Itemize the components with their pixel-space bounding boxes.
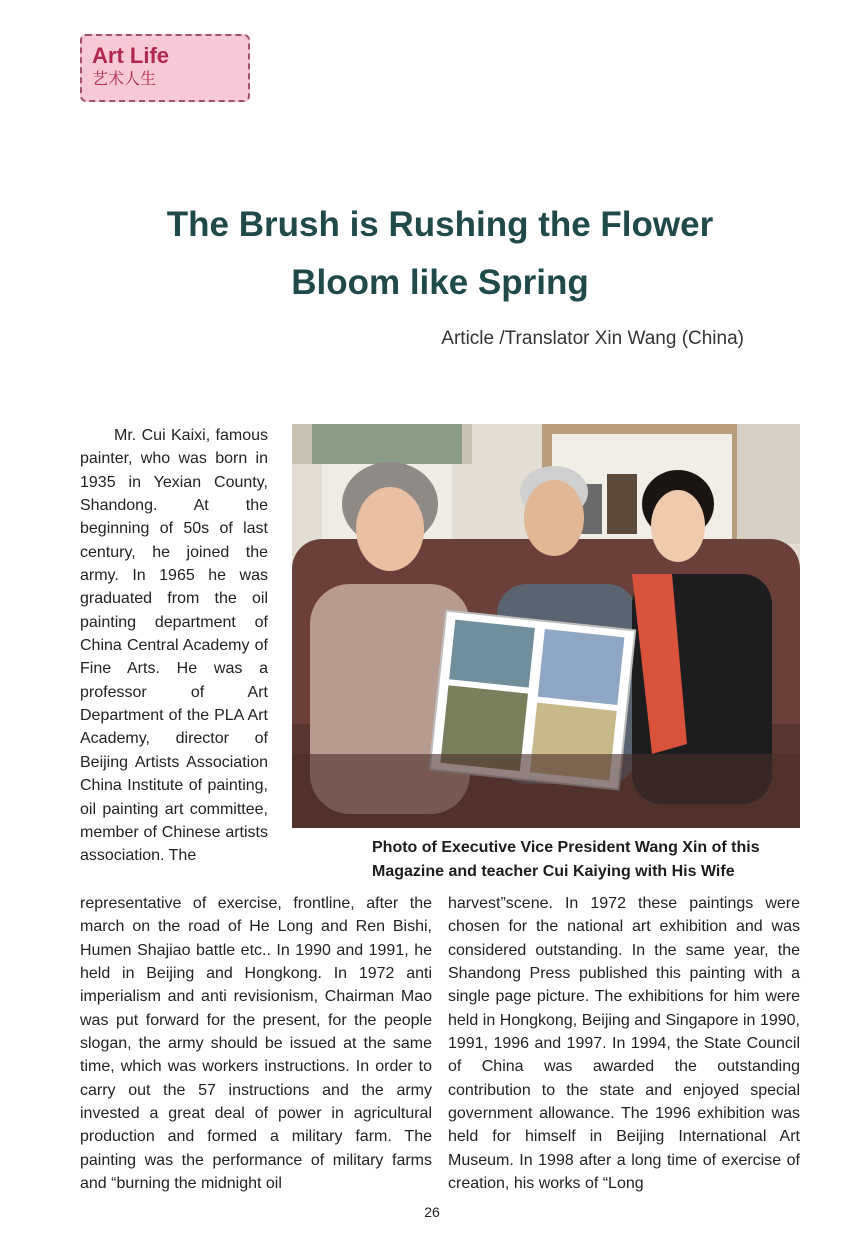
- article-title-line-2: Bloom like Spring: [291, 263, 589, 302]
- article-body-right-column: harvest”scene. In 1972 these paintings were chosen for the national art exhibition and was considered outstanding. In the same year, the Shandong Press published this painting with a single page picture. The exhibitions for him were held in Hongkong, Beijing and Singapore in 1990, 1991, 1996 and 1997. In 1994, the State Council of China was awarded the outstanding contribution to the state and enjoyed special government allowance. The 1996 exhibition was held for himself in Beijing International Art Museum. In 1998 after a long time of exercise of creation, his works of “Long: [448, 895, 800, 1193]
- photo-illustration: [292, 424, 800, 828]
- section-tag: [80, 34, 250, 102]
- section-title-en: Art Life: [92, 43, 169, 68]
- article-title: [0, 196, 864, 312]
- article-intro-text: Mr. Cui Kaixi, famous painter, who was born in 1935 in Yexian County, Shandong. At the beginning of 50s of last century, he joined the army. In 1965 he was graduated from the oil painting department of China Central Academy of Fine Arts. He was a professor of Art Department of the PLA Art Academy, director of Beijing Artists Association China Institute of painting, oil painting art committee, member of Chinese artists association. The: [80, 427, 268, 865]
- article-photo: [292, 424, 800, 828]
- section-title-zh: 艺术人生: [92, 69, 157, 88]
- article-body-left-column: representative of exercise, frontline, after the march on the road of He Long and Ren Bishi, Humen Shajiao battle etc.. In 1990 and 1991, he held in Beijing and Hongkong. In 1972 anti imperialism and anti revisionism, Chairman Mao was put forward for the present, for the people slogan, the army should be issued at the same time, which was workers instructions. In order to carry out the 57 instructions and the army invested a great deal of power in agricultural production and formed a military farm. The painting was the performance of military farms and “burning the midnight oil: [80, 895, 432, 1193]
- article-byline: Article /Translator Xin Wang (China): [441, 328, 744, 349]
- article-title-line-1: The Brush is Rushing the Flower: [166, 205, 714, 244]
- photo-caption: [372, 836, 812, 884]
- page-number: 26: [424, 1204, 440, 1220]
- photo-caption-line-2: Magazine and teacher Cui Kaiying with His Wife: [372, 863, 735, 880]
- photo-caption-line-1: Photo of Executive Vice President Wang Xin of this: [372, 839, 760, 856]
